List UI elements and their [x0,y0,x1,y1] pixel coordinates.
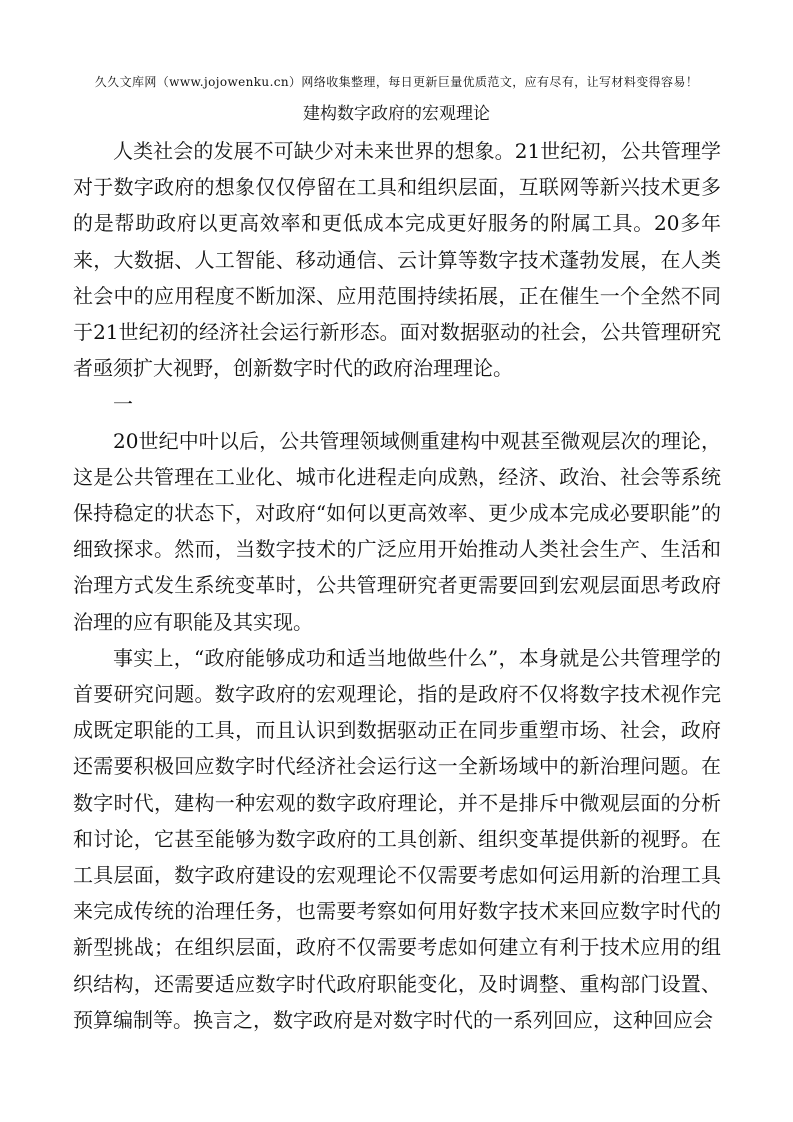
document-title: 建构数字政府的宏观理论 [303,104,490,124]
source-header-note: 久久文库网（www.jojowenku.cn）网络收集整理，每日更新巨量优质范文，应有尽有，让写材料变得容易！ [94,75,699,89]
document-body [73,133,721,1038]
section-number: 一 [113,392,133,417]
paragraph-section-one: 20世纪中叶以后，公共管理领域侧重建构中观甚至微观层次的理论，这是公共管理在工业化、城市化进程走向成熟，经济、政治、社会等系统保持稳定的状态下，对政府“如何以更高效率、更少成本完成必要职能”的细致探求。然而，当数字技术的广泛应用开始推动人类社会生产、生活和治理方式发生系统变革时，公共管理研究者更需要回到宏观层面思考政府治理的应有职能及其实现。 [73,428,721,634]
paragraph-intro: 人类社会的发展不可缺少对未来世界的想象。21世纪初，公共管理学对于数字政府的想象仅仅停留在工具和组织层面，互联网等新兴技术更多的是帮助政府以更高效率和更低成本完成更好服务的附属工具。20多年来，大数据、人工智能、移动通信、云计算等数字技术蓬勃发展，在人类社会中的应用程度不断加深、应用范围持续拓展，正在催生一个全然不同于21世纪初的经济社会运行新形态。面对数据驱动的社会，公共管理研究者亟须扩大视野，创新数字时代的政府治理理论。 [73,139,721,381]
paragraph-macro-theory: 事实上，“政府能够成功和适当地做些什么”，本身就是公共管理学的首要研究问题。数字政府的宏观理论，指的是政府不仅将数字技术视作完成既定职能的工具，而且认识到数据驱动正在同步重塑市场、社会，政府还需要积极回应数字时代经济社会运行这一全新场域中的新治理问题。在数字时代，建构一种宏观的数字政府理论，并不是排斥中微观层面的分析和讨论，它甚至能够为数字政府的工具创新、组织变革提供新的视野。在工具层面，数字政府建设的宏观理论不仅需要考虑如何运用新的治理工具来完成传统的治理任务，也需要考察如何用好数字技术来回应数字时代的新型挑战；在组织层面，政府不仅需要考虑如何建立有利于技术应用的组织结构，还需要适应数字时代政府职能变化，及时调整、重构部门设置、预算编制等。换言之，数字政府是对数字时代的一系列回应，这种回应会 [73,645,721,1032]
